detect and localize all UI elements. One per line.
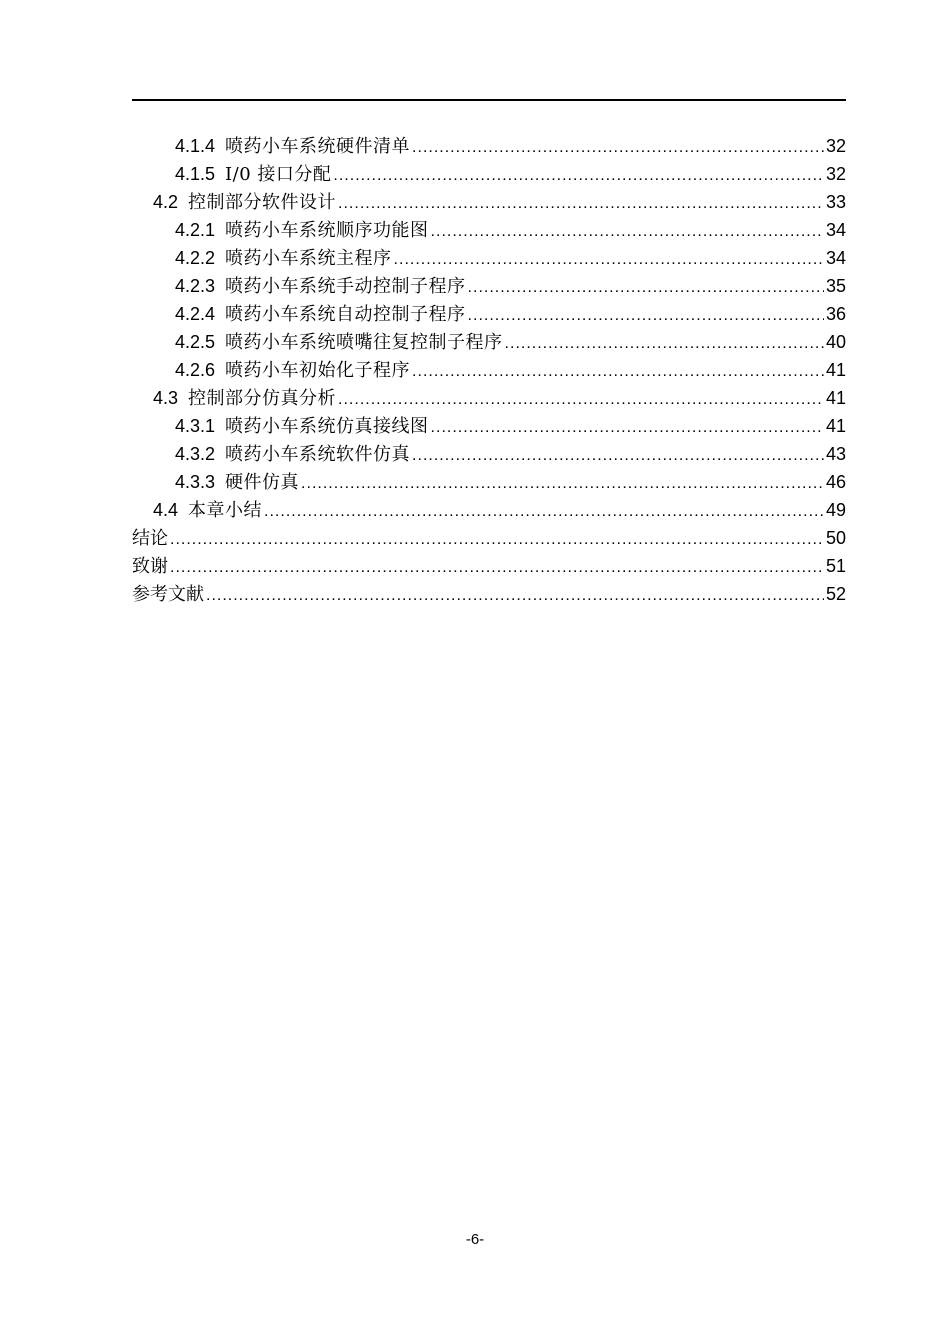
toc-entry-title: 喷药小车系统软件仿真 bbox=[225, 444, 411, 465]
toc-entry-number: 4.1.4 bbox=[175, 136, 216, 156]
toc-entry-page: 34 bbox=[825, 220, 846, 240]
toc-entry-title: 喷药小车系统顺序功能图 bbox=[225, 220, 429, 241]
toc-entry-number: 4.2.4 bbox=[175, 304, 216, 324]
toc-entry-title: 喷药小车系统仿真接线图 bbox=[225, 416, 429, 437]
toc-entry[interactable] bbox=[132, 524, 846, 552]
toc-dot-leader bbox=[338, 190, 824, 218]
toc-dot-leader bbox=[431, 218, 824, 246]
toc-entry[interactable] bbox=[132, 356, 846, 384]
toc-entry-page: 41 bbox=[825, 416, 846, 436]
toc-entry-page: 33 bbox=[825, 192, 846, 212]
toc-entry[interactable] bbox=[132, 468, 846, 496]
toc-entry-number: 4.2.1 bbox=[175, 220, 216, 240]
toc-entry[interactable] bbox=[132, 132, 846, 160]
toc-entry-number: 4.3 bbox=[153, 388, 179, 408]
toc-entry[interactable] bbox=[132, 188, 846, 216]
toc-entry-page: 32 bbox=[825, 164, 846, 184]
toc-dot-leader bbox=[412, 442, 824, 470]
toc-entry-page: 41 bbox=[825, 360, 846, 380]
toc-dot-leader bbox=[468, 274, 824, 302]
toc-entry[interactable] bbox=[132, 216, 846, 244]
toc-entry-title: 参考文献 bbox=[132, 584, 204, 605]
toc-dot-leader bbox=[468, 302, 824, 330]
toc-dot-leader bbox=[412, 134, 824, 162]
toc-entry[interactable] bbox=[132, 412, 846, 440]
toc-dot-leader bbox=[264, 498, 824, 526]
toc-entry-number: 4.2.2 bbox=[175, 248, 216, 268]
toc-entry-number: 4.2.3 bbox=[175, 276, 216, 296]
toc-entry-title: 控制部分软件设计 bbox=[188, 192, 337, 213]
toc-entry-page: 52 bbox=[825, 584, 846, 604]
toc-entry-title: I/0 接口分配 bbox=[225, 164, 332, 185]
toc-entry-page: 35 bbox=[825, 276, 846, 296]
toc-dot-leader bbox=[505, 330, 824, 358]
toc-entry-title: 喷药小车系统喷嘴往复控制子程序 bbox=[225, 332, 503, 353]
toc-dot-leader bbox=[170, 526, 824, 554]
toc-entry[interactable] bbox=[132, 440, 846, 468]
toc-entry[interactable] bbox=[132, 384, 846, 412]
toc-entry-page: 40 bbox=[825, 332, 846, 352]
page-number: -6- bbox=[465, 1231, 485, 1248]
toc-entry-title: 致谢 bbox=[132, 556, 168, 577]
toc-dot-leader bbox=[333, 162, 824, 190]
toc-entry-number: 4.2.6 bbox=[175, 360, 216, 380]
toc-entry-page: 49 bbox=[825, 500, 846, 520]
toc-entry-page: 43 bbox=[825, 444, 846, 464]
toc-entry-page: 51 bbox=[825, 556, 846, 576]
toc-dot-leader bbox=[301, 470, 824, 498]
toc-entry-title: 喷药小车系统自动控制子程序 bbox=[225, 304, 466, 325]
toc-dot-leader bbox=[206, 582, 824, 610]
toc-entry-page: 36 bbox=[825, 304, 846, 324]
toc-entry[interactable] bbox=[132, 328, 846, 356]
toc-entry-number: 4.3.1 bbox=[175, 416, 216, 436]
toc-entry[interactable] bbox=[132, 272, 846, 300]
toc-dot-leader bbox=[338, 386, 824, 414]
toc-entry-title: 喷药小车系统主程序 bbox=[225, 248, 392, 269]
toc-entry-title: 结论 bbox=[132, 528, 168, 549]
toc-dot-leader bbox=[431, 414, 824, 442]
toc-entry[interactable] bbox=[132, 496, 846, 524]
header-rule bbox=[132, 99, 846, 101]
toc-entry-page: 34 bbox=[825, 248, 846, 268]
toc-entry[interactable] bbox=[132, 552, 846, 580]
toc-entry-number: 4.4 bbox=[153, 500, 179, 520]
toc-entry-page: 41 bbox=[825, 388, 846, 408]
toc-entry-page: 32 bbox=[825, 136, 846, 156]
toc-entry[interactable] bbox=[132, 300, 846, 328]
toc-entry-number: 4.3.3 bbox=[175, 472, 216, 492]
toc-entry-title: 本章小结 bbox=[188, 500, 263, 521]
toc-entry-title: 喷药小车系统硬件清单 bbox=[225, 136, 411, 157]
toc-entry-title: 硬件仿真 bbox=[225, 472, 300, 493]
toc-entry-title: 喷药小车初始化子程序 bbox=[225, 360, 411, 381]
toc-entry[interactable] bbox=[132, 580, 846, 608]
toc-entry-number: 4.2 bbox=[153, 192, 179, 212]
table-of-contents bbox=[132, 132, 846, 608]
toc-entry-title: 喷药小车系统手动控制子程序 bbox=[225, 276, 466, 297]
toc-dot-leader bbox=[394, 246, 824, 274]
toc-entry-title: 控制部分仿真分析 bbox=[188, 388, 337, 409]
toc-entry-number: 4.2.5 bbox=[175, 332, 216, 352]
toc-dot-leader bbox=[170, 554, 824, 582]
toc-entry-number: 4.3.2 bbox=[175, 444, 216, 464]
toc-entry-page: 50 bbox=[825, 528, 846, 548]
toc-entry-number: 4.1.5 bbox=[175, 164, 216, 184]
toc-entry-page: 46 bbox=[825, 472, 846, 492]
toc-dot-leader bbox=[412, 358, 824, 386]
toc-entry[interactable] bbox=[132, 160, 846, 188]
toc-entry[interactable] bbox=[132, 244, 846, 272]
